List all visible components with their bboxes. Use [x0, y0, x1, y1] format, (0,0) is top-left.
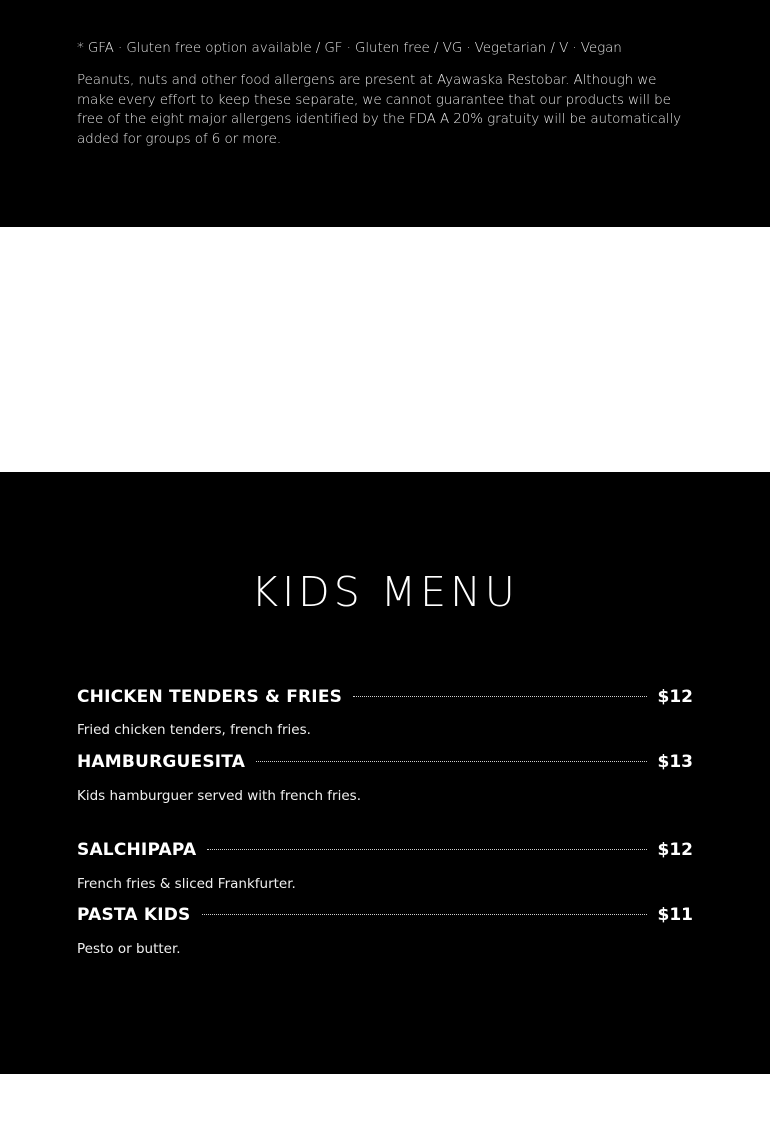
menu-item-description: Kids hamburguer served with french fries. — [77, 788, 361, 804]
menu-item — [77, 902, 693, 928]
menu-item-name: PASTA KIDS — [77, 905, 191, 925]
menu-notes-section — [0, 0, 770, 227]
menu-item-price: $13 — [657, 752, 693, 772]
menu-item-price: $12 — [657, 840, 693, 860]
dotted-leader — [207, 849, 646, 850]
menu-item-price: $12 — [657, 687, 693, 707]
menu-item — [77, 749, 693, 775]
kids-menu-section — [0, 472, 770, 1074]
menu-item — [77, 684, 693, 710]
spacer — [0, 227, 770, 472]
page-footer-space — [0, 1074, 770, 1135]
menu-item-name: HAMBURGUESITA — [77, 752, 246, 772]
menu-item-name: SALCHIPAPA — [77, 840, 197, 860]
section-title: KIDS MENU — [251, 568, 519, 616]
dotted-leader — [353, 696, 646, 697]
menu-item-description: French fries & sliced Frankfurter. — [77, 876, 296, 892]
dotted-leader — [202, 914, 647, 915]
allergen-disclaimer: Peanuts, nuts and other food allergens are present at Ayawaska Restobar. Although we make every effort to keep these separate, we cannot guarantee that our products will be free of the eight major allergens identified by the FDA A 20% gratuity will be automatically added for groups of 6 or more. — [77, 72, 682, 148]
menu-item — [77, 837, 693, 863]
dietary-legend: * GFA · Gluten free option available / GF · Gluten free / VG · Vegetarian / V · Vegan — [77, 40, 622, 56]
menu-item-name: CHICKEN TENDERS & FRIES — [77, 687, 343, 707]
dotted-leader — [256, 761, 646, 762]
menu-item-price: $11 — [657, 905, 693, 925]
menu-item-description: Pesto or butter. — [77, 941, 181, 957]
menu-item-description: Fried chicken tenders, french fries. — [77, 722, 311, 738]
